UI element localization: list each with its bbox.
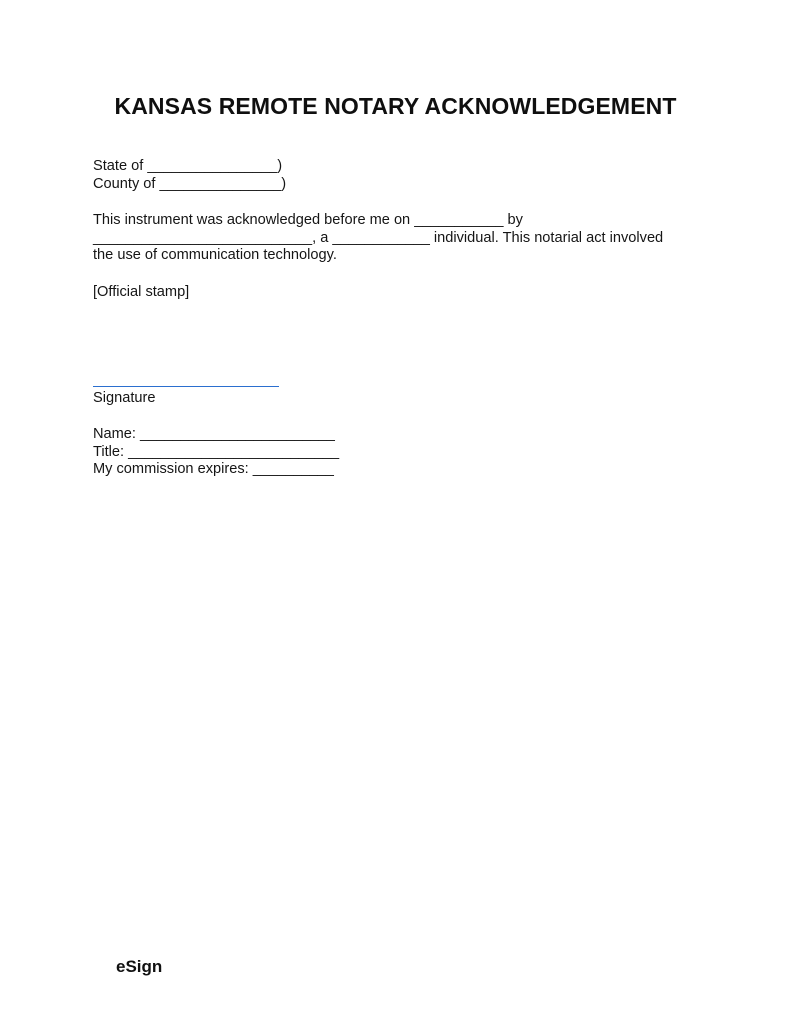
acknowledgement-text-line-3: the use of communication technology. (93, 247, 337, 263)
commission-expires-line: My commission expires: __________ (93, 461, 334, 477)
acknowledgement-text-line-2: ___________________________, a ____________ individual. This notarial act involved (93, 230, 664, 246)
state-line: State of ________________) (93, 158, 283, 174)
document-title: KANSAS REMOTE NOTARY ACKNOWLEDGEMENT (114, 93, 677, 119)
signature-label: Signature (93, 390, 156, 406)
title-field-line: Title: __________________________ (93, 444, 340, 460)
county-line: County of _______________) (93, 176, 287, 192)
signature-line[interactable] (93, 386, 279, 387)
name-field-line: Name: ________________________ (93, 426, 335, 442)
acknowledgement-text-line-1: This instrument was acknowledged before me on ___________ by (93, 212, 523, 228)
official-stamp-label: [Official stamp] (93, 284, 190, 300)
esign-logo: eSign (116, 957, 163, 976)
